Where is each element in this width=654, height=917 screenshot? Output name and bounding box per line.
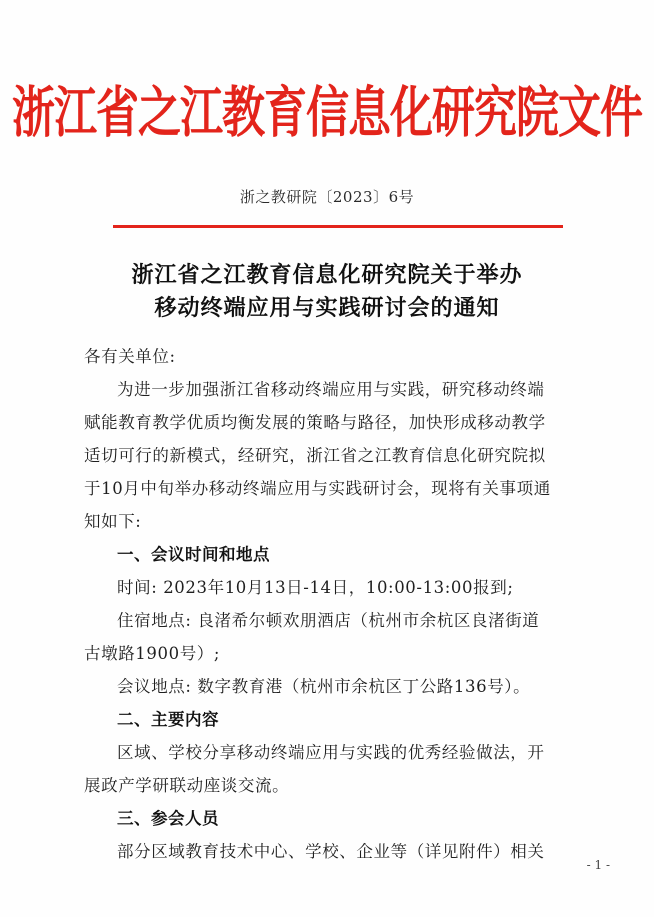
intro-line-2: 赋能教育教学优质均衡发展的策略与路径，加快形成移动教学: [84, 413, 546, 432]
intro-line-4: 于10月中旬举办移动终端应用与实践研讨会，现将有关事项通: [84, 479, 551, 498]
intro-line-5: 知如下:: [84, 512, 142, 531]
salutation: 各有关单位:: [84, 347, 176, 366]
content-line-1: 区域、学校分享移动终端应用与实践的优秀经验做法，开: [117, 743, 545, 762]
lodging-line-2: 古墩路1900号）;: [84, 644, 221, 663]
masthead-title: 浙江省之江教育信息化研究院文件: [12, 81, 642, 146]
section-1-heading: 一、会议时间和地点: [117, 545, 270, 564]
intro-line-3: 适切可行的新模式，经研究，浙江省之江教育信息化研究院拟: [84, 446, 546, 465]
section-2-heading: 二、主要内容: [117, 710, 219, 729]
meeting-venue: 会议地点: 数字教育港（杭州市余杭区丁公路136号）。: [117, 677, 531, 696]
notice-title-line-2: 移动终端应用与实践研讨会的通知: [154, 296, 500, 321]
section-3-heading: 三、参会人员: [117, 809, 219, 828]
intro-line-1: 为进一步加强浙江省移动终端应用与实践，研究移动终端: [117, 380, 545, 399]
lodging-line-1: 住宿地点: 良渚希尔顿欢朋酒店（杭州市余杭区良渚街道: [117, 611, 540, 630]
page-number: - 1 -: [586, 858, 610, 872]
red-divider-line: [113, 225, 563, 228]
meeting-time: 时间: 2023年10月13日-14日，10:00-13:00报到;: [117, 578, 514, 597]
document-number: 浙之教研院〔2023〕6号: [239, 188, 415, 206]
participants-line-1: 部分区域教育技术中心、学校、企业等（详见附件）相关: [117, 842, 545, 861]
notice-title-line-1: 浙江省之江教育信息化研究院关于举办: [131, 263, 523, 288]
content-line-2: 展政产学研联动座谈交流。: [84, 776, 290, 795]
